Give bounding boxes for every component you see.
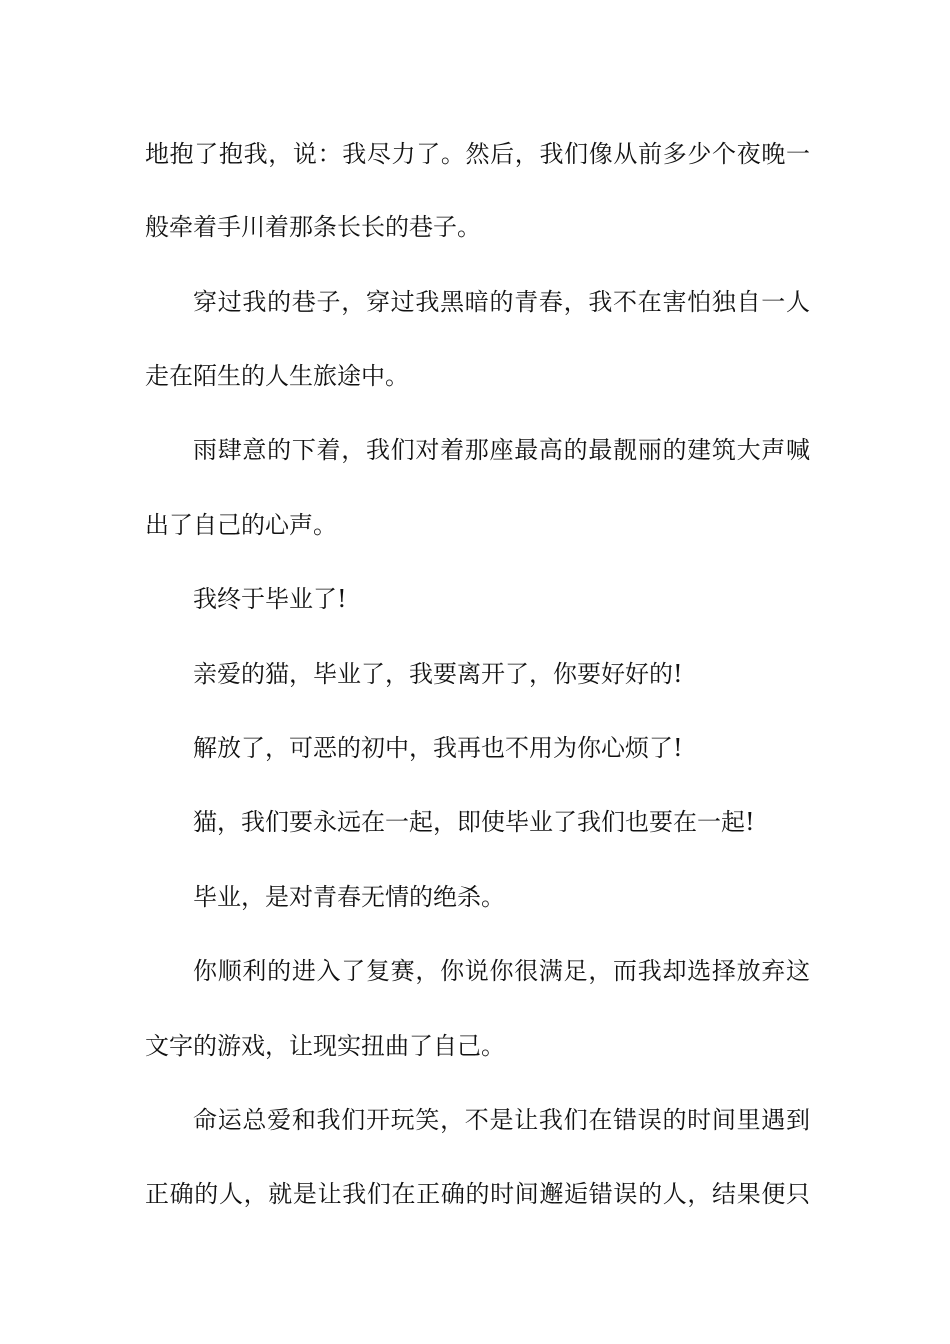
text-line: 毕业，是对青春无情的绝杀。 — [193, 883, 505, 911]
text-line: 解放了，可恶的初中，我再也不用为你心烦了! — [193, 734, 683, 762]
text-line: 走在陌生的人生旅途中。 — [145, 362, 409, 390]
text-line: 正确的人，就是让我们在正确的时间邂逅错误的人，结果便只 — [145, 1180, 810, 1208]
text-line: 文字的游戏，让现实扭曲了自己。 — [145, 1032, 505, 1060]
text-line: 猫，我们要永远在一起，即使毕业了我们也要在一起! — [193, 808, 755, 836]
text-line: 地抱了抱我，说：我尽力了。然后，我们像从前多少个夜晚一 — [145, 140, 810, 168]
text-line: 我终于毕业了! — [193, 585, 347, 613]
text-line: 出了自己的心声。 — [145, 511, 337, 539]
text-line: 穿过我的巷子，穿过我黑暗的青春，我不在害怕独自一人 — [193, 288, 810, 316]
text-line: 命运总爱和我们开玩笑，不是让我们在错误的时间里遇到 — [193, 1106, 810, 1134]
text-line: 雨肆意的下着，我们对着那座最高的最靓丽的建筑大声喊 — [193, 436, 810, 464]
text-line: 亲爱的猫，毕业了，我要离开了，你要好好的! — [193, 660, 683, 688]
text-line: 般牵着手川着那条长长的巷子。 — [145, 213, 481, 241]
text-line: 你顺利的进入了复赛，你说你很满足，而我却选择放弃这 — [193, 957, 810, 985]
